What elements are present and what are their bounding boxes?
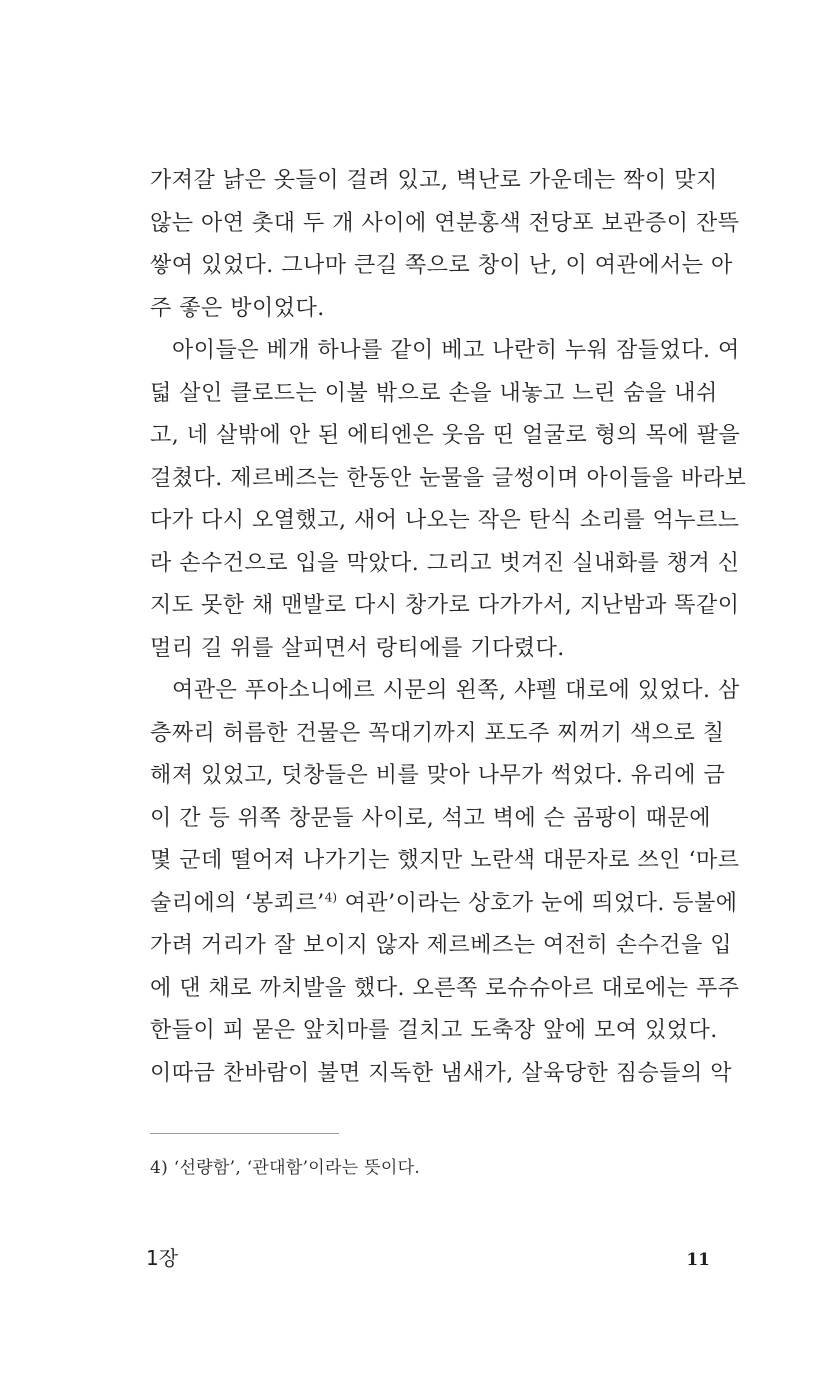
text-line: 여관은 푸아소니에르 시문의 왼쪽, 샤펠 대로에 있었다. 삼	[172, 678, 740, 703]
text-line: 지도 못한 채 맨발로 다시 창가로 다가가서, 지난밤과 똑같이	[150, 593, 740, 618]
text-line: 멀리 길 위를 살피면서 랑티에를 기다렸다.	[150, 635, 565, 661]
text-line: 한들이 피 묻은 앞치마를 걸치고 도축장 앞에 모여 있었다.	[150, 1018, 718, 1043]
text-line: 쌓여 있었다. 그나마 큰길 쪽으로 창이 난, 이 여관에서는 아	[150, 253, 733, 278]
text-line: 걸쳤다. 제르베즈는 한동안 눈물을 글썽이며 아이들을 바라보	[150, 465, 747, 491]
footer-chapter-label: 1장	[146, 1246, 179, 1270]
text-line: 에 댄 채로 까치발을 했다. 오른쪽 로슈슈아르 대로에는 푸주	[150, 975, 740, 1001]
text-line: 술리에의 ‘봉쾨르’$^{4)}$ 여관’이라는 상호가 눈에 띄었다. 등불에	[150, 890, 738, 916]
text-line: 이따금 찬바람이 불면 지독한 냄새가, 살육당한 짐승들의 악	[150, 1060, 732, 1086]
text-line: 고, 네 살밖에 안 된 에티엔은 웃음 띤 얼굴로 형의 목에 팔을	[150, 423, 741, 448]
text-line: 않는 아연 촛대 두 개 사이에 연분홍색 전당포 보관증이 잔뜩	[150, 210, 740, 236]
footer-page-number: 11	[686, 1250, 710, 1270]
text-block	[150, 160, 747, 1095]
footnote-text: 4) ‘선량함’, ‘관대함’이라는 뜻이다.	[150, 1158, 421, 1178]
text-line: 몇 군데 떨어져 나가기는 했지만 노란색 대문자로 쓰인 ‘마르	[150, 848, 740, 873]
page-footer	[146, 1242, 710, 1271]
text-line: 가려 거리가 잘 보이지 않자 제르베즈는 여전히 손수건을 입	[150, 933, 732, 958]
text-line: 이 간 등 위쪽 창문들 사이로, 석고 벽에 슨 곰팡이 때문에	[150, 805, 711, 831]
text-line: 덟 살인 클로드는 이불 밖으로 손을 내놓고 느린 숨을 내쉬	[150, 380, 718, 406]
text-line: 층짜리 허름한 건물은 꼭대기까지 포도주 찌꺼기 색으로 칠	[150, 720, 725, 746]
text-line: 해져 있었고, 덧창들은 비를 맞아 나무가 썩었다. 유리에 금	[150, 763, 726, 788]
footnote-separator	[150, 1133, 339, 1134]
text-line: 라 손수건으로 입을 막았다. 그리고 벗겨진 실내화를 챙겨 신	[150, 550, 740, 576]
text-line: 다가 다시 오열했고, 새어 나오는 작은 탄식 소리를 억누르느	[150, 508, 740, 533]
text-line: 가져갈 낡은 옷들이 걸려 있고, 벽난로 가운데는 짝이 맞지	[150, 168, 718, 193]
text-line: 아이들은 베개 하나를 같이 베고 나란히 누워 잠들었다. 여	[172, 338, 740, 363]
text-line: 주 좋은 방이었다.	[150, 295, 325, 321]
footnote-marker: 4)	[324, 890, 338, 905]
